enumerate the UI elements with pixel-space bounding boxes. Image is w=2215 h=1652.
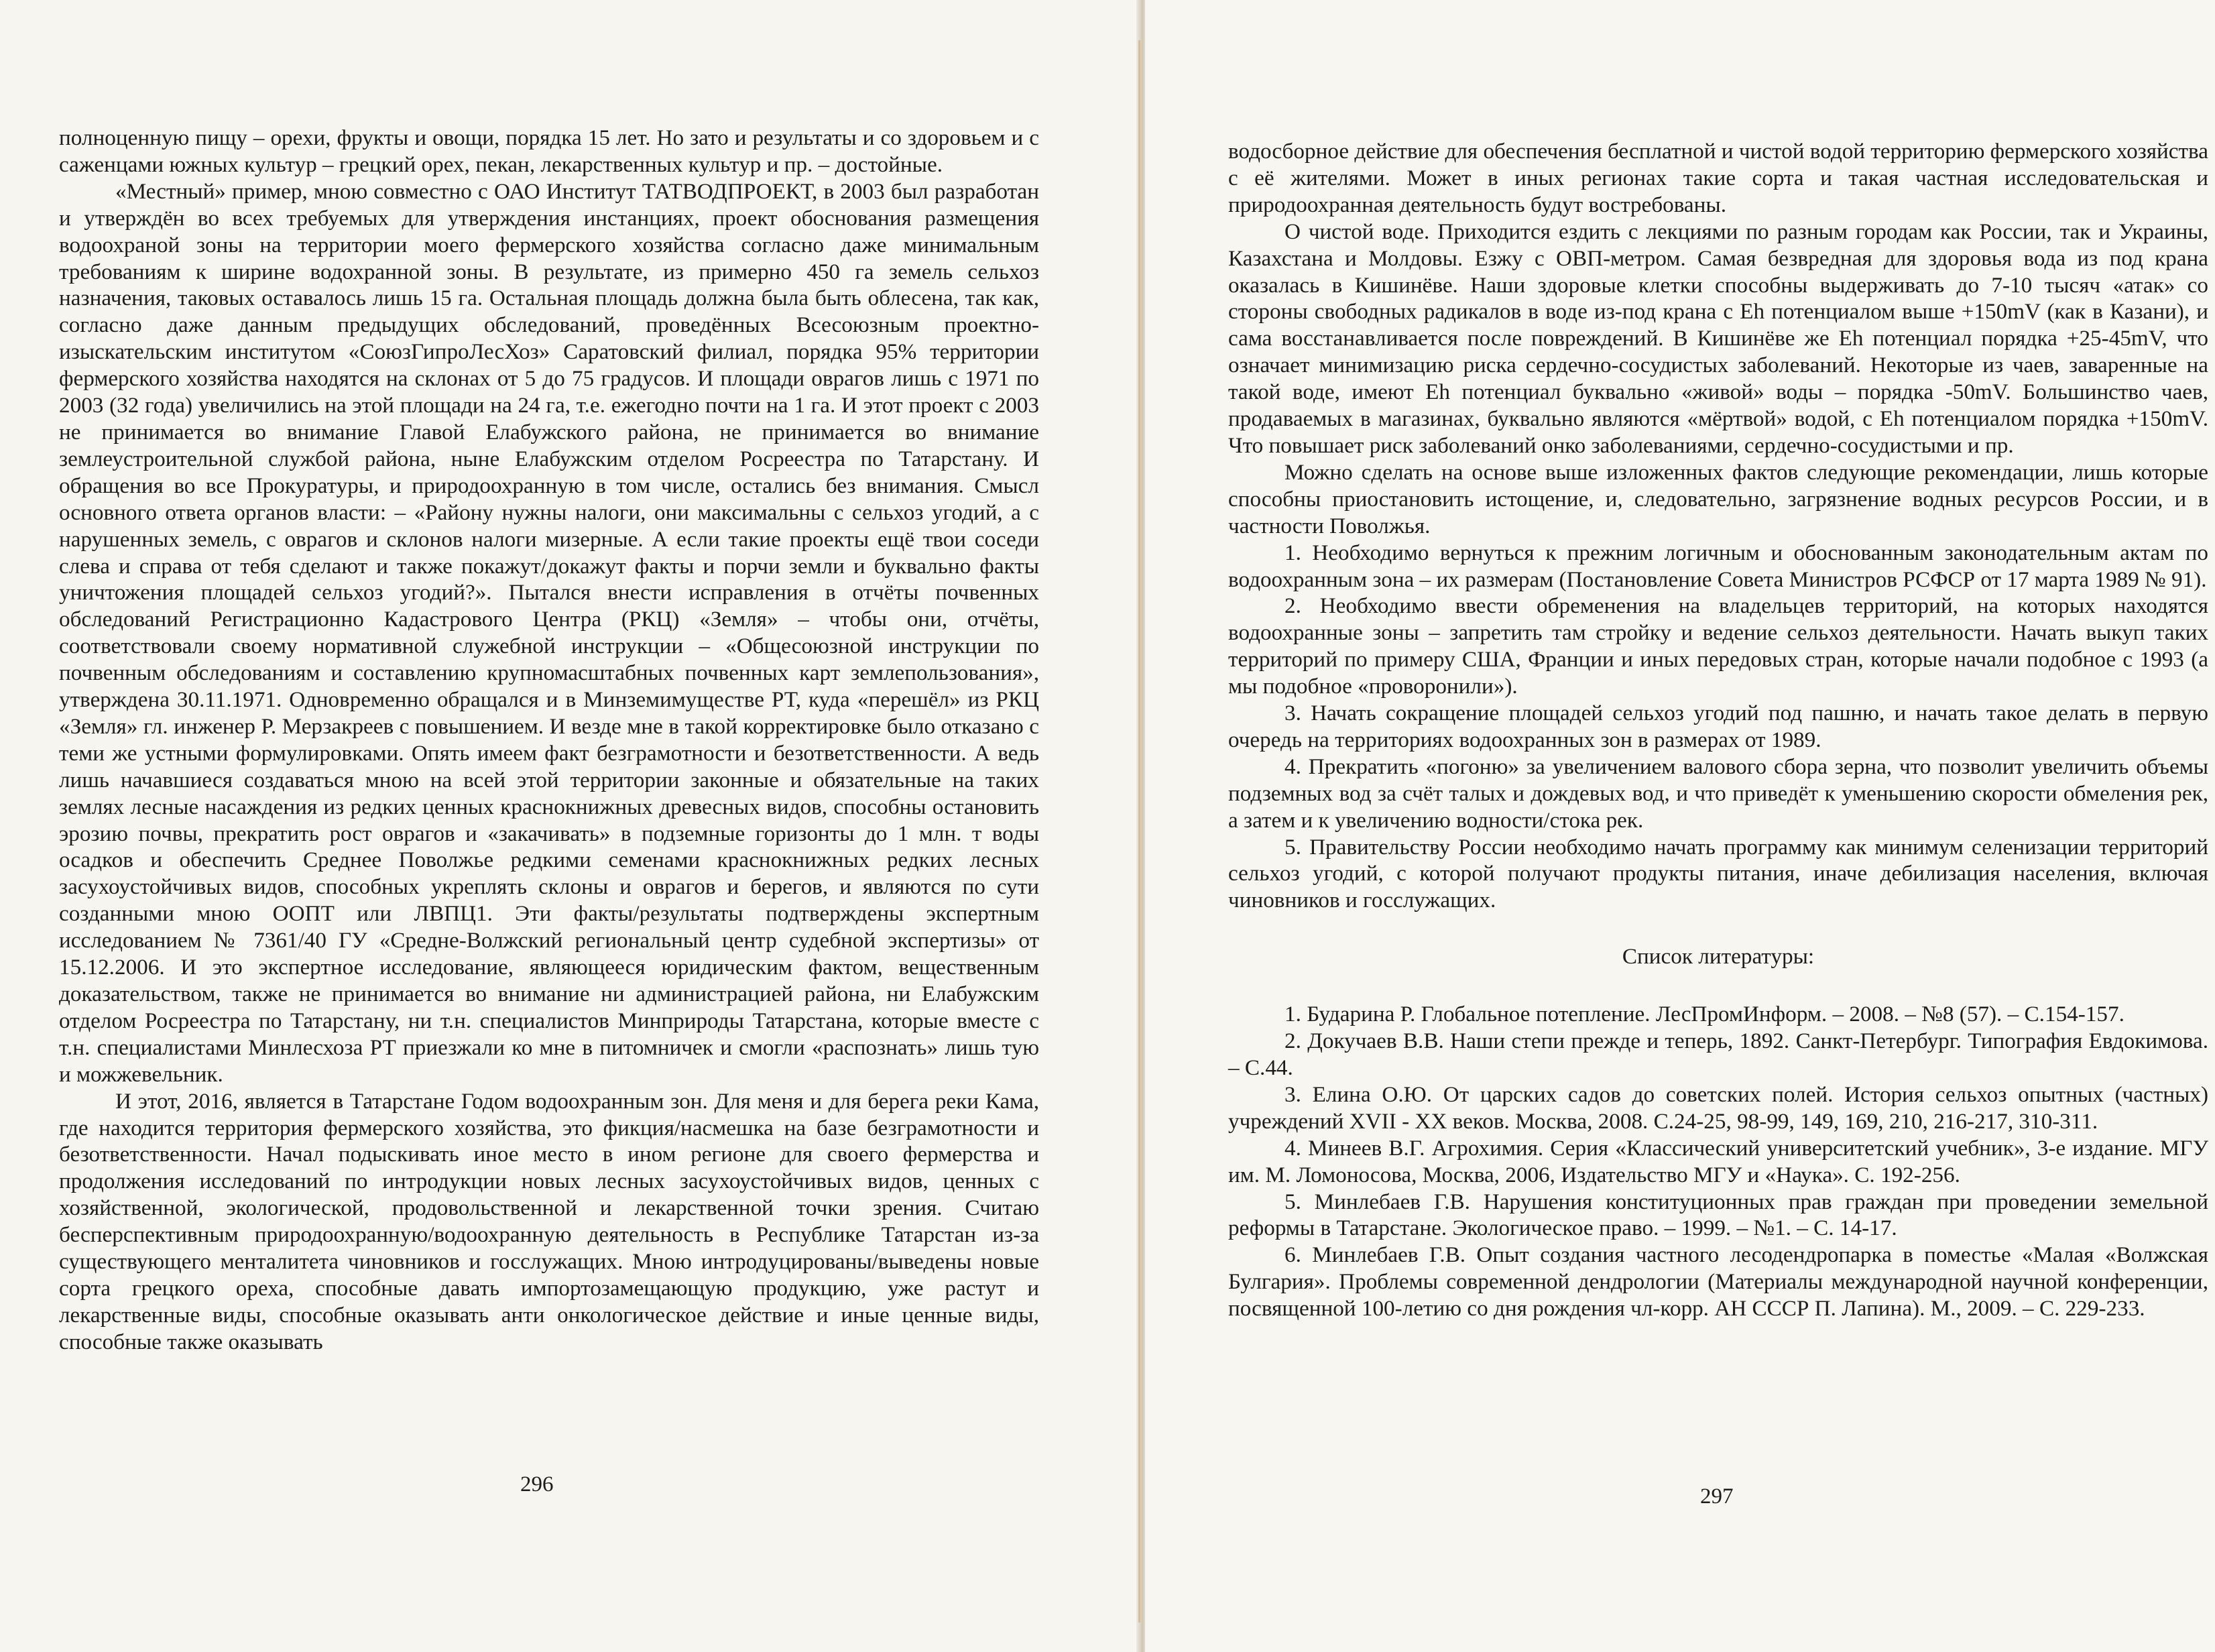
- page-number: 296: [520, 1472, 554, 1496]
- paragraph: И этот, 2016, является в Татарстане Годом водоохранным зон. Для меня и для берега реки Кама, где находится территория фермерского хозяйства, это фикция/насмешка на базе безграмотности и безответственности. Начал подыскивать иное место в ином регионе для своего фермерства и продолжения исследований по интродукции новых лесных засухоустойчивых видов, ценных с хозяйственной, экологической, продовольственной и лекарственной точки зрения. Считаю бесперспективным природоохранную/водоохранную деятельность в Республике Татарстан из-за существующего менталитета чиновников и госслужащих. Мною интродуцированы/выведены новые сорта грецкого ореха, способные давать импортозамещающую продукцию, уже растут и лекарственные виды, способные оказывать анти онкологическое действие и иные ценные виды, способные также оказывать: [59, 1088, 1039, 1354]
- recommendation-item: 2. Необходимо ввести обременения на владельцев территорий, на которых находятся водоохранные зоны – запретить там стройку и ведение сельхоз деятельности. Начать выкуп таких территорий по примеру США, Франции и иных передовых стран, которые начали подобное с 1993 (а мы подобное «проворонили»).: [1228, 593, 2208, 699]
- paragraph: О чистой воде. Приходится ездить с лекциями по разным городам как России, так и Украины, Казахстана и Молдовы. Езжу с ОВП-метром. Самая безвредная для здоровья вода из под крана оказалась в Кишинёве. Наши здоровые клетки способны выдерживать до 7-10 тысяч «атак» со стороны свободных радикалов в воде из-под крана с Eh потенциалом выше +150mV (как в Казани), и сама восстанавливается после повреждений. В Кишинёве же Eh потенциал порядка +25-45mV, что означает минимизацию риска сердечно-сосудистых заболеваний. Некоторые из чаев, заваренные на такой воде, имеют Eh потенциал буквально «живой» воды – порядка -50mV. Большинство чаев, продаваемых в магазинах, буквально являются «мёртвой» водой, с Eh потенциалом порядка +150mV. Что повышает риск заболеваний онко заболеваниями, сердечно-сосудистыми и пр.: [1228, 219, 2208, 458]
- reference-item: 5. Минлебаев Г.В. Нарушения конституционных прав граждан при проведении земельной реформы в Татарстане. Экологическое право. – 1999. – №1. – С. 14-17.: [1228, 1189, 2208, 1241]
- paragraph: полноценную пищу – орехи, фрукты и овощи, порядка 15 лет. Но зато и результаты и со здоровьем и с саженцами южных культур – грецкий орех, пекан, лекарственных культур и пр. – достойные.: [59, 125, 1039, 177]
- references-title: Список литературы:: [1622, 944, 1815, 969]
- right-page-body: [1228, 138, 2208, 1322]
- recommendation-item: 5. Правительству России необходимо начать программу как минимум селенизации территорий сельхоз угодий, с которой получают продукты питания, иначе дебилизация населения, включая чиновников и госслужащих.: [1228, 834, 2208, 913]
- left-page-body: [59, 125, 1039, 1356]
- reference-item: 4. Минеев В.Г. Агрохимия. Серия «Классический университетский учебник», 3-е издание. МГУ им. М. Ломоносова, Москва, 2006, Издательство МГУ и «Наука». С. 192-256.: [1228, 1135, 2208, 1187]
- paragraph: Можно сделать на основе выше изложенных фактов следующие рекомендации, лишь которые способны приостановить истощение, и, следовательно, загрязнение водных ресурсов России, и в частности Поволжья.: [1228, 459, 2208, 538]
- recommendation-item: 1. Необходимо вернуться к прежним логичным и обоснованным законодательным актам по водоохранным зона – их размерам (Постановление Совета Министров РСФСР от 17 марта 1989 № 91).: [1228, 540, 2208, 592]
- reference-item: 1. Бударина Р. Глобальное потепление. ЛесПромИнформ. – 2008. – №8 (57). – С.154-157.: [1284, 1002, 2124, 1027]
- paragraph: «Местный» пример, мною совместно с ОАО Институт ТАТВОДПРОЕКТ, в 2003 был разработан и утверждён во всех требуемых для утверждения инстанциях, проект обоснования размещения водоохраной зоны на территории моего фермерского хозяйства согласно даже минимальным требованиям к ширине водохранной зоны. В результате, из примерно 450 га земель сельхоз назначения, таковых оставалось лишь 15 га. Остальная площадь должна была быть облесена, так как, согласно даже данным предыдущих обследований, проведённых Всесоюзным проектно-изыскательским институтом «СоюзГипроЛесХоз» Саратовский филиал, порядка 95% территории фермерского хозяйства находятся на склонах от 5 до 75 градусов. И площади оврагов лишь с 1971 по 2003 (32 года) увеличились на этой площади на 24 га, т.е. ежегодно почти на 1 га. И этот проект с 2003 не принимается во внимание Главой Елабужского района, не принимается во внимание землеустроительной службой района, ныне Елабужским отделом Росреестра по Татарстану. И обращения во все Прокуратуры, и природоохранную в том числе, остались без внимания. Смысл основного ответа органов власти: – «Району нужны налоги, они максимальны с сельхоз угодий, а с нарушенных земель, с оврагов и склонов налоги мизерные. А если такие проекты ещё твои соседи слева и справа от тебя сделают и также покажут/докажут факты и порчи земли и буквально факты уничтожения площадей сельхоз угодий?». Пытался внести исправления в отчёты почвенных обследований Регистрационно Кадастрового Центра (РКЦ) «Земля» – чтобы они, отчёты, соответствовали своему нормативной служебной инструкции – «Общесоюзной инструкции по почвенным обследованиям и составлению крупномасштабных почвенных карт землепользования», утверждена 30.11.1971. Одновременно обращался и в Минземимуществе РТ, куда «перешёл» из РКЦ «Земля» гл. инженер Р. Мерзакреев с повышением. И везде мне в такой корректировке было отказано с теми же устными формулировками. Опять имеем факт безграмотности и безответственности. А ведь лишь начавшиеся создаваться мною на всей этой территории законные и обязательные на таких землях лесные насаждения из редких ценных краснокнижных древесных видов, способны остановить эрозию почвы, прекратить рост оврагов и «закачивать» в подземные горизонты до 1 млн. т воды осадков и обеспечить Среднее Поволжье редкими семенами краснокнижных редких лесных засухоустойчивых видов, способных укреплять склоны и оврагов и берегов, и являются по сути созданными мною ООПТ или ЛВПЦ1. Эти факты/результаты подтверждены экспертным исследованием № 7361/40 ГУ «Средне-Волжский региональный центр судебной экспертизы» от 15.12.2006. И это экспертное исследование, являющееся юридическим фактом, вещественным доказательством, также не принимается во внимание ни администрацией района, ни Елабужским отделом Росреестра по Татарстану, ни т.н. специалистов Минприроды Татарстана, которые вместе с т.н. специалистами Минлесхоза РТ приезжали ко мне в питомничек и смогли «распознать» лишь тую и можжевельник.: [59, 178, 1039, 1087]
- reference-item: 2. Докучаев В.В. Наши степи прежде и теперь, 1892. Санкт-Петербург. Типография Евдокимова. – С.44.: [1228, 1028, 2208, 1080]
- page-crease: [1138, 40, 1140, 1622]
- recommendation-item: 3. Начать сокращение площадей сельхоз угодий под пашню, и начать такое делать в первую очередь на территориях водоохранных зон в размерах от 1989.: [1228, 701, 2208, 752]
- paragraph: водосборное действие для обеспечения бесплатной и чистой водой территорию фермерского хозяйства с её жителями. Может в иных регионах такие сорта и такая частная исследовательская и природоохранная деятельность будут востребованы.: [1228, 139, 2208, 217]
- page-number: 297: [1700, 1484, 1734, 1509]
- reference-item: 3. Елина О.Ю. От царских садов до советских полей. История сельхоз опытных (частных) учреждений XVII - XX веков. Москва, 2008. С.24-25, 98-99, 149, 169, 210, 216-217, 310-311.: [1228, 1081, 2208, 1134]
- right-page: [1145, 0, 2215, 1652]
- recommendation-item: 4. Прекратить «погоню» за увеличением валового сбора зерна, что позволит увеличить объемы подземных вод за счёт талых и дождевых вод, и что приведёт к уменьшению скорости обмеления рек, а затем и к увеличению водности/стока рек.: [1228, 754, 2208, 833]
- reference-item: 6. Минлебаев Г.В. Опыт создания частного лесодендропарка в поместье «Малая «Волжская Булгария». Проблемы современной дендрологии (Материалы международной научной конференции, посвященной 100-летию со дня рождения чл-корр. АН СССР П. Лапина). М., 2009. – С. 229-233.: [1228, 1242, 2208, 1321]
